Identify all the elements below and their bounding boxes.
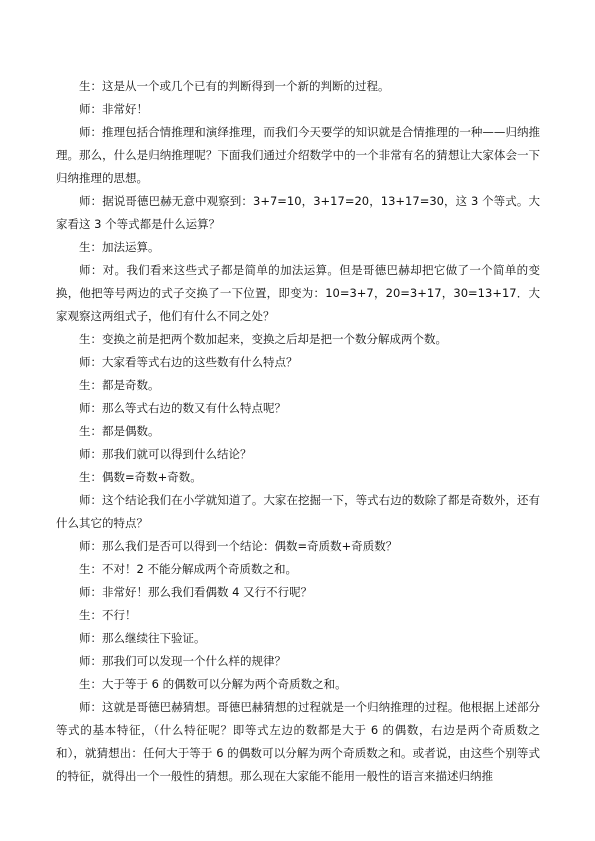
paragraph: 生：不行！ [79, 608, 137, 622]
paragraph: 生：都是奇数。 [79, 378, 160, 392]
document-body [56, 75, 540, 788]
paragraph: 师：那么等式右边的数又有什么特点呢？ [79, 401, 286, 415]
paragraph: 师：那我们就可以得到什么结论？ [79, 447, 252, 461]
paragraph: 生：大于等于 6 的偶数可以分解为两个奇质数之和。 [79, 677, 347, 691]
paragraph: 生：不对！2 不能分解成两个奇质数之和。 [79, 562, 297, 576]
paragraph: 师：非常好！那么我们看偶数 4 又行不行呢？ [79, 585, 313, 599]
paragraph: 师：大家看等式右边的这些数有什么特点？ [79, 355, 298, 369]
paragraph: 生：这是从一个或几个已有的判断得到一个新的判断的过程。 [79, 79, 390, 93]
paragraph: 生：变换之前是把两个数加起来，变换之后却是把一个数分解成两个数。 [79, 332, 447, 346]
paragraph: 师：那么继续往下验证。 [79, 631, 206, 645]
paragraph: 师：那我们可以发现一个什么样的规律？ [79, 654, 286, 668]
paragraph: 生：加法运算。 [79, 240, 160, 254]
paragraph: 师：这就是哥德巴赫猜想。哥德巴赫猜想的过程就是一个归纳推理的过程。他根据上述部分等式的基本特征，（什么特征呢？即等式左边的数都是大于 6 的偶数，右边是两个奇质数之和），就猜想出：任何大于等于 6 的偶数可以分解为两个奇质数之和。或者说，由这些个别等式的特征，就得出一个一般性的猜想。那么现在大家能不能用一般性的语言来描述归纳推 [56, 700, 540, 783]
paragraph: 师：非常好！ [79, 102, 148, 116]
paragraph: 生：偶数=奇数+奇数。 [79, 470, 202, 484]
paragraph: 师：推理包括合情推理和演绎推理，而我们今天要学的知识就是合情推理的一种——归纳推理。那么，什么是归纳推理呢？下面我们通过介绍数学中的一个非常有名的猜想让大家体会一下归纳推理的思想。 [56, 125, 540, 185]
paragraph: 师：那么我们是否可以得到一个结论：偶数=奇质数+奇质数？ [79, 539, 398, 553]
paragraph: 生：都是偶数。 [79, 424, 160, 438]
paragraph: 师：据说哥德巴赫无意中观察到：3+7=10，3+17=20，13+17=30，这 3 个等式。大家看这 3 个等式都是什么运算？ [56, 194, 540, 231]
paragraph: 师：这个结论我们在小学就知道了。大家在挖掘一下，等式右边的数除了都是奇数外，还有什么其它的特点？ [56, 493, 540, 530]
paragraph: 师：对。我们看来这些式子都是简单的加法运算。但是哥德巴赫却把它做了一个简单的变换，他把等号两边的式子交换了一下位置，即变为：10=3+7，20=3+17，30=13+17．大家观察这两组式子，他们有什么不同之处？ [56, 263, 540, 323]
